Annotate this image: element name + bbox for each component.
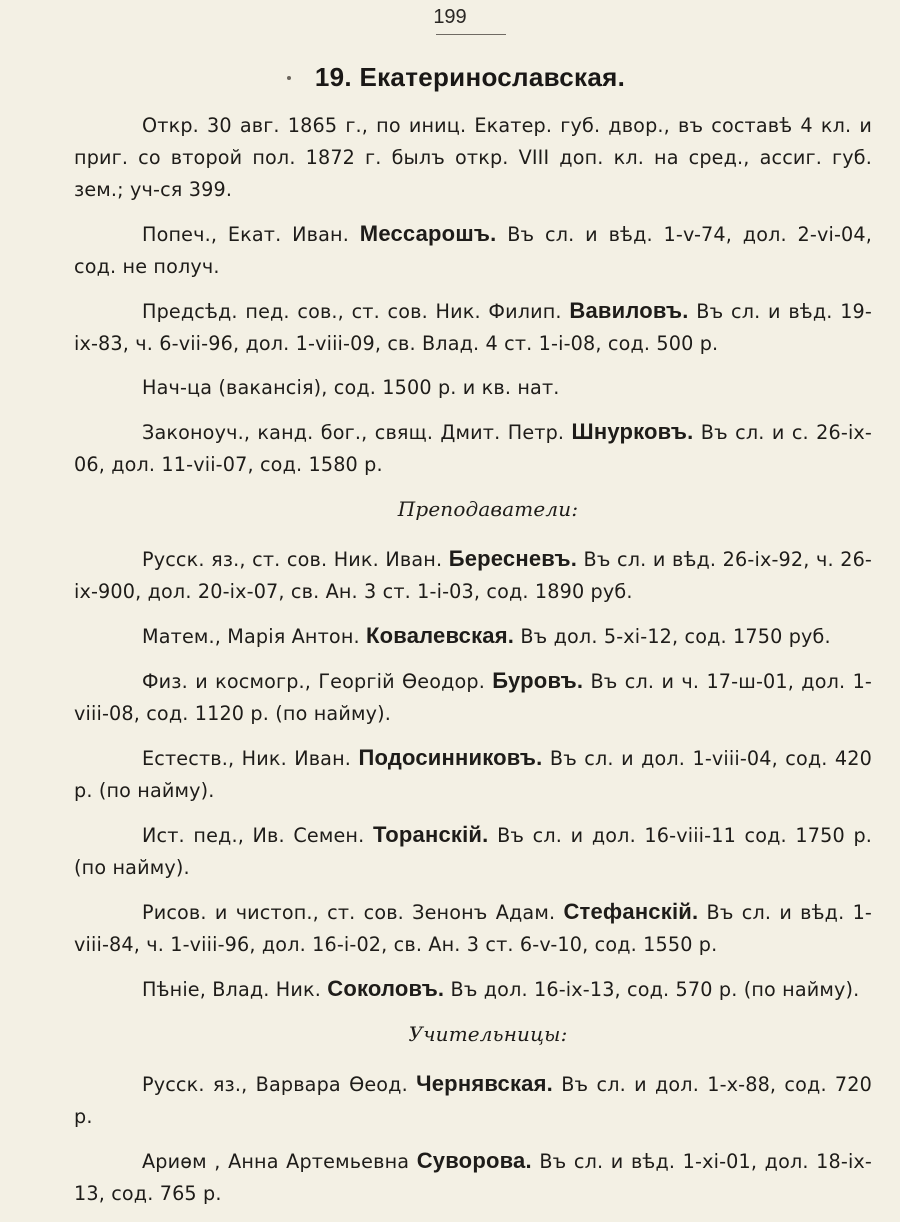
entry-paragraph [74,416,872,481]
teachers-list [74,543,872,1006]
entry-prefix: Предсѣд. пед. сов., ст. сов. Ник. Филип. [142,300,562,323]
entry-paragraph [74,620,872,653]
entry-details: Въ сл. и ч. 17-ш-01, дол. 1-viii-08, сод. 1120 р. (по найму). [74,670,873,725]
entry-prefix: Русск. яз., ст. сов. Ник. Иван. [142,548,443,571]
women-teachers-heading: Учительницы: [408,1022,568,1046]
entry-details: Въ сл. и вѣд. 26-ix-92, ч. 26-ix-900, дол. 20-ix-07, св. Ан. 3 ст. 1-i-03, сод. 1890 руб. [74,548,872,603]
entry-details: Въ дол. 5-xi-12, сод. 1750 руб. [520,625,831,648]
entry-paragraph [74,218,872,283]
entry-paragraph [74,543,872,608]
page-number-rule [436,34,506,35]
entry-surname: Ковалевская. [366,623,515,648]
entry-surname: Соколовъ. [327,976,445,1001]
entry-surname: Буровъ. [492,668,584,693]
entry-surname: Бересневъ. [448,546,578,571]
entry-prefix: Физ. и космогр., Георгій Өеодор. [142,670,485,693]
entry-surname: Суворова. [416,1148,532,1173]
entry-paragraph [74,295,872,360]
entry-surname: Подосинниковъ. [358,745,543,770]
entry-details: Въ сл. и вѣд. 1-xi-01, дол. 18-ix-13, сод. 765 р. [74,1150,873,1205]
intro-paragraph: Откр. 30 авг. 1865 г., по иниц. Екатер. губ. двор., въ составѣ 4 кл. и приг. со второй пол. 1872 г. былъ откр. VIII доп. кл. на сред., ассиг. губ. зем.; уч-ся 399. [74,114,872,201]
entry-details: Въ сл. и дол. 16-viii-11 сод. 1750 р. (по найму). [74,824,873,879]
entry-surname: Чернявская. [416,1071,553,1096]
entry-prefix: Нач-ца (вакансія), сод. 1500 р. и кв. нат. [142,376,560,399]
entry-paragraph [74,1145,872,1210]
entry-prefix: Ист. пед., Ив. Семен. [142,824,365,847]
entry-surname: Вавиловъ. [569,298,689,323]
entry-surname: Шнурковъ. [571,419,694,444]
entry-paragraph [74,665,872,730]
entry-prefix: Естеств., Ник. Иван. [142,747,352,770]
entry-surname: Торанскій. [373,822,489,847]
entry-prefix: Ариѳм , Анна Артемьевна [142,1150,410,1173]
entry-surname: Мессарошъ. [359,221,497,246]
entry-prefix: Попеч., Екат. Иван. [142,223,349,246]
entry-details: Въ сл. и вѣд. 1-viii-84, ч. 1-viii-96, дол. 16-i-02, св. Ан. 3 ст. 6-v-10, сод. 1550 р. [74,901,872,956]
entry-prefix: Пѣніе, Влад. Ник. [142,978,321,1001]
entry-surname: Стефанскій. [563,899,699,924]
teachers-heading: Преподаватели: [397,497,579,521]
entry-details: Въ сл. и вѣд. 19-ix-83, ч. 6-vii-96, дол. 1-viii-09, св. Влад. 4 ст. 1-i-08, сод. 500 р. [74,300,872,355]
entry-prefix: Матем., Марія Антон. [142,625,360,648]
entry-details: Въ дол. 16-ix-13, сод. 570 р. (по найму). [450,978,860,1001]
page-number: 199 [433,6,467,28]
entry-paragraph [74,896,872,961]
document-body [74,110,872,1222]
entry-paragraph [74,1068,872,1133]
entry-prefix: Рисов. и чистоп., ст. сов. Зенонъ Адам. [142,901,556,924]
women-teachers-list [74,1068,872,1210]
entry-details: Въ сл. и дол. 1-viii-04, сод. 420 р. (по найму). [74,747,873,802]
entry-paragraph [74,819,872,884]
section-title: 19. Екатеринославская. [314,62,626,92]
entry-paragraph [74,372,872,404]
entry-paragraph [74,973,872,1006]
entry-details: Въ сл. и с. 26-ix-06, дол. 11-vii-07, сод. 1580 р. [74,421,873,476]
officials-list [74,218,872,481]
entry-paragraph [74,742,872,807]
entry-prefix: Законоуч., канд. бог., свящ. Дмит. Петр. [142,421,565,444]
entry-prefix: Русск. яз., Варвара Өеод. [142,1073,408,1096]
entry-details: Въ сл. и вѣд. 1-v-74, дол. 2-vi-04, сод. не получ. [74,223,873,278]
entry-details: Въ сл. и дол. 1-x-88, сод. 720 р. [74,1073,873,1128]
